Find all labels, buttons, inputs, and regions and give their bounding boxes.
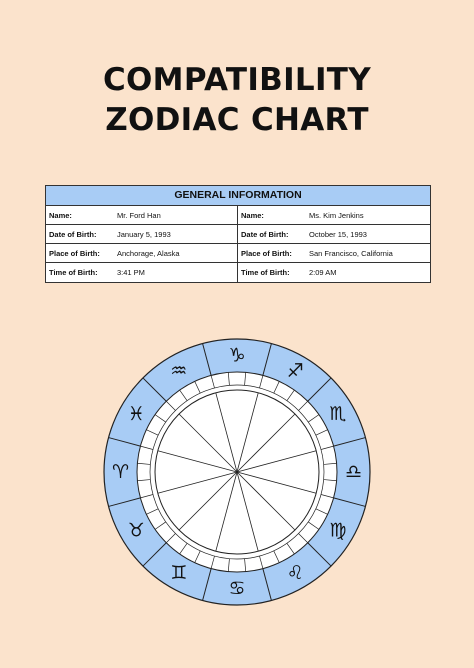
title-line-1: COMPATIBILITY: [102, 62, 372, 98]
sagittarius-icon: ♐: [286, 360, 304, 383]
tob-label: Time of Birth:: [49, 268, 98, 277]
tob-value: 3:41 PM: [117, 268, 145, 277]
capricorn-icon: ♑: [228, 344, 246, 367]
aries-icon: ♈: [111, 461, 130, 483]
cancer-icon: ♋: [228, 577, 246, 600]
scorpio-icon: ♏: [329, 402, 347, 425]
pob-value: San Francisco, California: [309, 248, 393, 258]
virgo-icon: ♍: [329, 519, 347, 542]
leo-icon: ♌: [286, 561, 304, 584]
general-information-heading: GENERAL INFORMATION: [46, 186, 430, 206]
title-line-2: ZODIAC CHART: [105, 102, 369, 138]
gemini-icon: ♊: [170, 561, 188, 584]
dob-label: Date of Birth:: [49, 229, 97, 239]
dob-label: Date of Birth:: [241, 229, 289, 239]
dob-value: October 15, 1993: [309, 229, 367, 239]
tob-value: 2:09 AM: [309, 268, 337, 277]
pob-label: Place of Birth:: [241, 248, 292, 258]
name-label: Name:: [241, 210, 264, 220]
libra-icon: ♎: [344, 461, 363, 483]
name-value: Ms. Kim Jenkins: [309, 210, 364, 220]
aquarius-icon: ♒: [170, 360, 188, 383]
name-value: Mr. Ford Han: [117, 210, 161, 220]
pob-value: Anchorage, Alaska: [117, 248, 180, 258]
taurus-icon: ♉: [127, 519, 145, 542]
name-label: Name:: [49, 210, 72, 220]
tob-label: Time of Birth:: [241, 268, 290, 277]
dob-value: January 5, 1993: [117, 229, 171, 239]
pisces-icon: ♓: [127, 402, 145, 425]
pob-label: Place of Birth:: [49, 248, 100, 258]
